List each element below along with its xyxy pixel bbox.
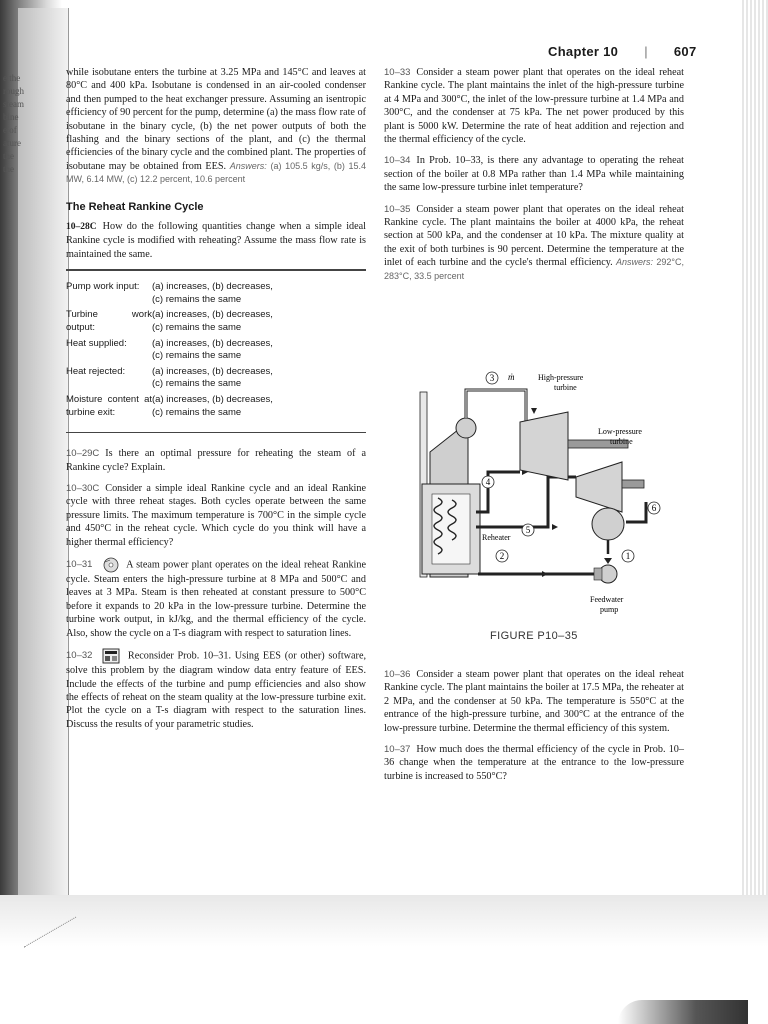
table-top-rule xyxy=(66,269,366,271)
pump-label: Feedwater pump xyxy=(590,595,624,614)
quantities-table xyxy=(66,281,356,422)
figure-caption: FIGURE P10–35 xyxy=(490,630,578,642)
problem-10-36: 10–36 Consider a steam power plant that operates on the ideal reheat Rankine cycle. The plant maintains the boiler at 17.5 MPa, the reheater at 2 MPa, and the condenser at 50 kPa. The temperature is 550°C at the entrance of the high-pressure turbine, and 300°C at the entrance of the low-pressure turbine. Determine the thermal efficiency of this system. xyxy=(384,669,684,734)
facing-page-margin-text xyxy=(3,72,33,176)
problem-10-31: 10–31 A steam power plant operates on the ideal reheat Rankine cycle. Steam enters the high-pressure turbine at 8 MPa and 500°C and leaves at 3 MPa. Steam is then reheated at constant pressure to 500°C before it expands to 20 kPa in the low-pressure turbine. Determine the turbine work output, in kJ/kg, and the thermal efficiency of the cycle. Also, show the cycle on a T-s diagram with respect to saturation lines. xyxy=(66,557,366,640)
problem-10-30c: 10–30C Consider a simple ideal Rankine cycle and an ideal Rankine cycle with three reheat stages. Both cycles operate between the same pressure limits. The maximum temperature is 700°C in the simple cycle and 450°C in the reheat cycle. Which cycle do you think will have a higher thermal efficiency? xyxy=(66,483,366,548)
running-head: Chapter 10 | 607 xyxy=(548,44,697,59)
reheat-rankine-figure xyxy=(408,362,698,624)
svg-text:6: 6 xyxy=(651,503,657,513)
state-label-6 xyxy=(648,502,660,514)
problem-10-34: 10–34 In Prob. 10–33, is there any advantage to operating the reheat section of the boiler at 0.8 MPa rather than 1.4 MPa while maintaining the same low-pressure turbine inlet temperature? xyxy=(384,155,684,194)
svg-text:5: 5 xyxy=(525,525,531,535)
margin-fragment: steam xyxy=(3,99,24,109)
svg-text:1: 1 xyxy=(625,551,631,561)
page-number: 607 xyxy=(673,44,697,59)
problem-10-35: 10–35 Consider a steam power plant that operates on the ideal reheat Rankine cycle. The plant maintains the boiler at 4000 kPa, the reheat section at 500 kPa, and the condenser at 10 kPa. The mixture quality at the exit of both turbines is 90 percent. Determine the temperature at the inlet of each turbine and the cycle's thermal efficiency. Answers: 292°C, 283°C, 33.5 percent xyxy=(384,203,684,281)
problem-10-32: 10–32 Reconsider Prob. 10–31. Using EES (or other) software, solve this problem by the diagram window data entry feature of EES. Include the effects of the turbine and pump efficiencies and also show the effects of reheat on the steam quality at the low-pressure turbine exit. Plot the cycle on a T-s diagram with respect to the saturation lines. Discuss the results of your parametric studies. xyxy=(66,648,366,731)
page-corner-shadow xyxy=(618,1000,748,1024)
svg-text:3: 3 xyxy=(489,373,495,383)
problem-10-37: 10–37 How much does the thermal efficiency of the cycle in Prob. 10–36 change when the temperature at the entrance to the low-pressure turbine is increased to 550°C? xyxy=(384,744,684,782)
table-row: Heat rejected: (a) increases, (b) decreases, (c) remains the same xyxy=(66,365,273,390)
margin-fragment: bine xyxy=(3,112,19,122)
pipe-3 xyxy=(466,390,526,422)
lp-turbine-label: Low-pressure turbine xyxy=(598,427,642,446)
mdot-label: ṁ xyxy=(508,372,515,382)
problem-10-29c: 10–29C Is there an optimal pressure for reheating the steam of a Rankine cycle? Explain. xyxy=(66,448,366,473)
state-label-2 xyxy=(496,550,508,562)
svg-text:4: 4 xyxy=(485,477,491,487)
state-label-4 xyxy=(482,476,494,488)
pipe-4 xyxy=(476,472,520,512)
hp-turbine-label: High-pressure turbine xyxy=(538,373,584,392)
chapter-label: Chapter 10 xyxy=(548,44,619,59)
margin-fragment: rough xyxy=(3,86,24,96)
table-bottom-rule xyxy=(66,432,366,433)
page-stack-edge xyxy=(740,0,768,1024)
margin-fragment: the xyxy=(3,151,14,161)
margin-fragment: e the xyxy=(3,73,21,83)
margin-fragment: e of xyxy=(3,125,17,135)
pipe-6 xyxy=(626,502,646,522)
ees-software-icon xyxy=(102,648,120,664)
margin-fragment: ature xyxy=(3,138,21,148)
table-row: Turbine work output: (a) increases, (b) decreases, (c) remains the same xyxy=(66,309,273,334)
lp-turbine xyxy=(576,462,622,512)
state-label-3 xyxy=(486,372,498,384)
hp-turbine xyxy=(520,412,568,480)
problem-10-33: 10–33 Consider a steam power plant that operates on the ideal reheat Rankine cycle. The plant maintains the inlet of the high-pressure turbine at 4 MPa and 300°C, the inlet of the low-pressure turbine at 1.4 MPa and 300°C, and the condenser at 75 kPa. The net power produced by this plant is 5000 kW. Determine the rate of heat addition and rejection and the thermal efficiency of the cycle. xyxy=(384,67,684,146)
left-column xyxy=(66,66,366,739)
state-label-1 xyxy=(622,550,634,562)
table-row: Heat supplied: (a) increases, (b) decreases, (c) remains the same xyxy=(66,337,273,362)
right-column-lower xyxy=(384,668,684,791)
state-label-5 xyxy=(522,524,534,536)
section-title: The Reheat Rankine Cycle xyxy=(66,200,204,213)
condenser xyxy=(592,508,624,540)
table-row: Pump work input: (a) increases, (b) decreases, (c) remains the same xyxy=(66,281,273,305)
svg-text:2: 2 xyxy=(499,551,505,561)
table-row: Moisture content at turbine exit: (a) increases, (b) decreases, (c) remains the same xyxy=(66,394,273,418)
problem-10-28c: 10–28C How do the following quantities change when a simple ideal Rankine cycle is modified with reheating? Assume the mass flow rate is maintained the same. xyxy=(66,221,366,260)
margin-fragment: the xyxy=(3,164,14,174)
right-column xyxy=(384,66,684,291)
problem-continued: while isobutane enters the turbine at 3.25 MPa and 145°C and leaves at 80°C and 400 kPa. Isobutane is condensed in an air-cooled condenser and then pumped to the heat exchanger pressure. Assuming an isentropic efficiency of 90 percent for the pump, determine (a) the mass flow rate of isobutane in the binary cycle, (b) the net power outputs of both the flashing and the binary sections of the plant, and (c) the thermal efficiencies of the binary cycle and the combined plant. The properties of isobutane may be obtained from EES. Answers: (a) 105.5 kg/s, (b) 15.4 MW, 6.14 MW, (c) 12.2 percent, 10.6 percent xyxy=(66,67,366,185)
steam-drum xyxy=(456,418,476,438)
reheater-label: Reheater xyxy=(482,533,511,542)
cd-icon xyxy=(102,557,120,573)
